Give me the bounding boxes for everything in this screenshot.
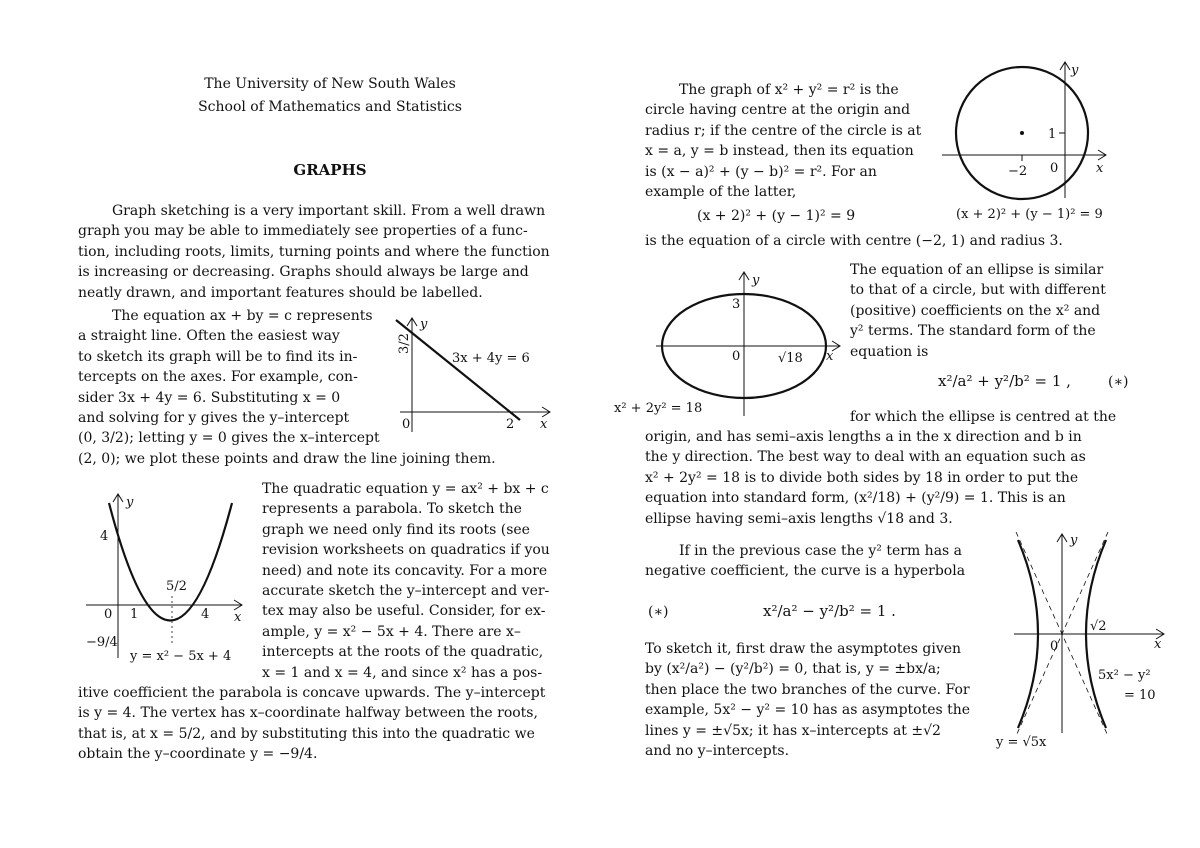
text-line: obtain the y–coordinate y = −9/4. [78,746,318,763]
hyperbola-equation-line2: = 10 [1124,688,1156,703]
text-line: that is, at x = 5/2, and by substituting this into the quadratic we [78,725,535,742]
text-line: y² terms. The standard form of the [850,323,1096,340]
semi-axis-a-label: √18 [778,351,803,366]
text-line: example, 5x² − y² = 10 has as asymptotes the [645,702,971,719]
text-line: itive coefficient the parabola is concave upwards. The y–intercept [78,685,546,701]
line-equation-label: 3x + 4y = 6 [452,351,530,366]
university-name: The University of New South Wales [204,76,456,92]
origin-label: 0 [1050,639,1059,654]
text-line: example of the latter, [645,184,797,201]
x-axis-label: x [1154,637,1162,652]
circle-conclusion: is the equation of a circle with centre (−2, 1) and radius 3. [645,233,1063,249]
text-line: to sketch its graph will be to find its in- [78,348,358,365]
ellipse-graph [614,266,850,418]
y-axis-label: y [420,317,428,332]
text-line: and no y–intercepts. [645,743,790,760]
hyperbola-graph [994,528,1184,750]
y-axis-label: y [1071,63,1079,78]
origin-label: 0 [732,349,741,364]
ellipse-paragraph [850,260,1130,362]
text-line: equation into standard form, (x²/18) + (y²/9) = 1. This is an [645,490,1066,507]
y-axis-label: y [1070,533,1078,548]
text-line: (positive) coefficients on the x² and [850,302,1101,319]
semi-axis-b-label: 3 [732,297,741,312]
parabola-equation-label: y = x² − 5x + 4 [130,649,232,664]
text-line: origin, and has semi–axis lengths a in the x direction and b in [645,429,1082,445]
x-intercept-label: 2 [506,417,515,432]
parabola-graph [82,488,254,672]
line-paragraph [78,306,383,449]
text-line: x = a, y = b instead, then its equation [645,143,914,160]
origin-label: 0 [104,607,113,622]
ellipse-paragraph-end [645,427,1130,529]
text-line: tex may also be useful. Consider, for ex- [262,603,546,620]
straight-line-graph [390,312,565,437]
text-line: sider 3x + 4y = 6. Substituting x = 0 [78,389,341,406]
parabola-paragraph-end [78,683,565,765]
text-line: (2, 0); we plot these points and draw the line joining them. [78,451,496,467]
text-line: The equation of an ellipse is similar [850,262,1104,278]
text-line: ellipse having semi–axis lengths √18 and 3. [645,510,953,527]
origin-label: 0 [1050,161,1059,176]
x-axis-label: x [1096,161,1104,176]
text-line: radius r; if the centre of the circle is at [645,122,922,139]
text-line: is y = 4. The vertex has x–coordinate halfway between the roots, [78,705,538,722]
x-axis-label: x [826,349,834,364]
vertex-x-label: 5/2 [166,579,187,594]
text-line: lines y = ±√5x; it has x–intercepts at ±√2 [645,722,941,739]
text-line: intercepts at the roots of the quadratic, [262,644,544,661]
intro-paragraph [78,201,565,303]
x-axis-label: x [540,417,548,432]
hyperbola-paragraph-end [645,639,988,761]
text-line: If in the previous case the y² term has a [679,543,963,559]
text-line: then place the two branches of the curve. For [645,681,970,698]
text-line: negative coefficient, the curve is a hyperbola [645,563,966,580]
text-line: ample, y = x² − 5x + 4. There are x– [262,623,521,640]
text-line: a straight line. Often the easiest way [78,328,340,345]
text-line: need) and note its concavity. For a more [262,562,548,579]
equation-tag: (∗) [648,604,669,620]
equation-tag: (∗) [1108,374,1129,390]
origin-label: 0 [402,417,411,432]
text-line: The graph of x² + y² = r² is the [679,82,899,98]
parabola-paragraph [262,479,565,683]
y-intercept-label: 3/2 [397,333,412,354]
text-line: graph we need only find its roots (see [262,521,530,538]
x-intercept-label: √2 [1090,619,1107,634]
x-minus-two-label: −2 [1008,164,1028,179]
text-line: tion, including roots, limits, turning points and where the function [78,243,550,260]
text-line: is increasing or decreasing. Graphs should always be large and [78,264,529,281]
circle-graph [938,58,1138,228]
text-line: neatly drawn, and important features should be labelled. [78,284,483,301]
text-line: to that of a circle, but with different [850,282,1106,299]
page-title: GRAPHS [293,161,367,179]
text-line: and solving for y gives the y–intercept [78,410,350,427]
text-line: x = 1 and x = 4, and since x² has a pos- [262,664,543,681]
hyperbola-paragraph [645,541,988,582]
text-line: equation is [850,343,929,360]
text-line: the y direction. The best way to deal with an equation such as [645,449,1086,466]
text-line: The equation ax + by = c represents [112,308,373,324]
circle-equation: (x + 2)² + (y − 1)² = 9 [697,208,856,224]
hyperbola-standard-form: x²/a² − y²/b² = 1 . [763,602,896,620]
school-name: School of Mathematics and Statistics [198,99,462,115]
text-line: circle having centre at the origin and [645,102,911,119]
root-four-label: 4 [201,607,210,622]
text-line: for which the ellipse is centred at the [850,409,1117,425]
x-axis-label: x [234,610,242,625]
text-line: To sketch it, first draw the asymptotes given [645,641,962,657]
y-intercept-label: 4 [100,529,109,544]
text-line: x² + 2y² = 18 is to divide both sides by 18 in order to put the [645,469,1079,486]
text-line: by (x²/a²) − (y²/b²) = 0, that is, y = ±bx/a; [645,661,941,678]
text-line: Graph sketching is a very important skill. From a well drawn [112,203,546,219]
text-line: revision worksheets on quadratics if you [262,542,550,559]
text-line: (0, 3/2); letting y = 0 gives the x–intercept [78,430,380,447]
text-line: is (x − a)² + (y − b)² = r². For an [645,163,877,180]
circle-caption: (x + 2)² + (y − 1)² = 9 [956,207,1103,222]
y-one-label: 1 [1048,127,1057,142]
vertex-y-label: −9/4 [86,635,118,650]
y-axis-label: y [126,495,134,510]
text-line: graph you may be able to immediately see properties of a func- [78,223,528,240]
ellipse-caption: x² + 2y² = 18 [614,401,703,416]
text-line: tercepts on the axes. For example, con- [78,369,358,386]
text-line: represents a parabola. To sketch the [262,501,522,518]
text-line: The quadratic equation y = ax² + bx + c [262,481,549,497]
hyperbola-equation-line1: 5x² − y² [1098,668,1151,683]
ellipse-standard-form: x²/a² + y²/b² = 1 , [938,372,1071,390]
text-line: accurate sketch the y–intercept and ver- [262,583,550,600]
circle-paragraph [645,80,923,202]
asymptote-label: y = √5x [996,735,1047,750]
y-axis-label: y [752,273,760,288]
root-one-label: 1 [130,607,139,622]
